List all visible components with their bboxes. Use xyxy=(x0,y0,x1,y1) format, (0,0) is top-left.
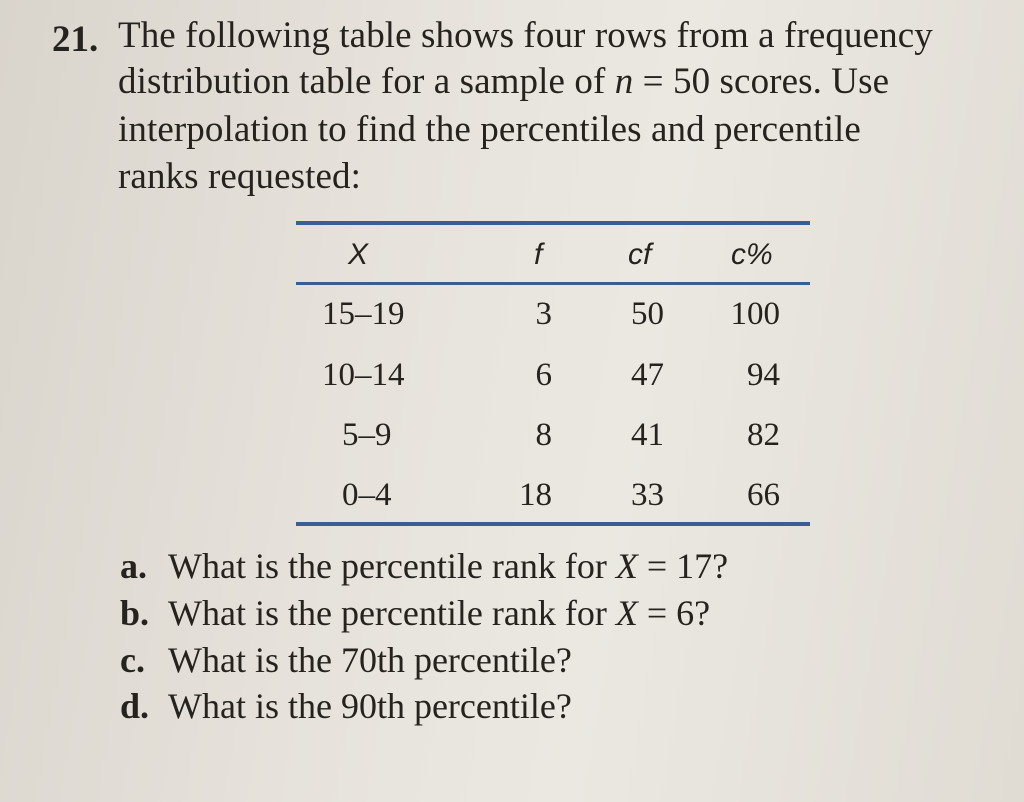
problem-text-line-4: ranks requested: xyxy=(118,156,362,197)
variable-x: X xyxy=(615,593,638,633)
table-cell: 94 xyxy=(747,357,780,393)
header-x: X xyxy=(348,238,369,271)
table-cell: 15–19 xyxy=(322,296,405,332)
question-text: What is the percentile rank for xyxy=(168,546,616,586)
table-cell: 47 xyxy=(631,357,664,393)
question-label: d. xyxy=(120,686,150,726)
question-a xyxy=(120,545,728,587)
question-d xyxy=(120,685,572,727)
table-cell: 8 xyxy=(535,417,552,453)
question-label: b. xyxy=(120,593,150,633)
table-cell: 5–9 xyxy=(342,417,392,453)
problem-number: 21. xyxy=(52,19,99,60)
table-cell: 18 xyxy=(519,477,552,513)
question-label: c. xyxy=(120,640,145,680)
text-segment: = 50 scores. Use xyxy=(633,61,890,102)
header-c-percent: c% xyxy=(731,238,773,271)
text-segment: distribution table for a sample of xyxy=(118,61,615,102)
problem-text-line-3: interpolation to find the percentiles and percentile xyxy=(118,109,861,150)
header-f: f xyxy=(534,238,543,271)
table-cell: 66 xyxy=(747,477,780,513)
table-cell: 3 xyxy=(535,296,552,332)
table-cell: 50 xyxy=(631,296,664,332)
question-text: What is the 70th percentile? xyxy=(168,640,572,680)
question-text: What is the 90th percentile? xyxy=(168,686,572,726)
header-cf: cf xyxy=(628,238,652,271)
table-bottom-rule xyxy=(296,522,810,526)
question-text: = 17? xyxy=(637,546,729,586)
question-b xyxy=(120,592,710,634)
problem-text-line-2 xyxy=(118,60,889,103)
question-text: What is the percentile rank for xyxy=(168,593,616,633)
table-top-rule xyxy=(296,221,810,225)
table-cell: 33 xyxy=(631,477,664,513)
variable-x: X xyxy=(615,546,638,586)
variable-n: n xyxy=(614,61,634,102)
table-cell: 41 xyxy=(631,417,664,453)
question-c xyxy=(120,639,572,681)
table-cell: 82 xyxy=(747,417,780,453)
table-cell: 10–14 xyxy=(322,357,405,393)
problem-text-line-1: The following table shows four rows from a frequency xyxy=(118,15,933,56)
question-label: a. xyxy=(120,546,147,586)
table-cell: 0–4 xyxy=(342,477,392,513)
table-cell: 6 xyxy=(535,357,552,393)
question-text: = 6? xyxy=(637,593,711,633)
table-header-rule xyxy=(296,282,810,285)
table-cell: 100 xyxy=(730,296,780,332)
